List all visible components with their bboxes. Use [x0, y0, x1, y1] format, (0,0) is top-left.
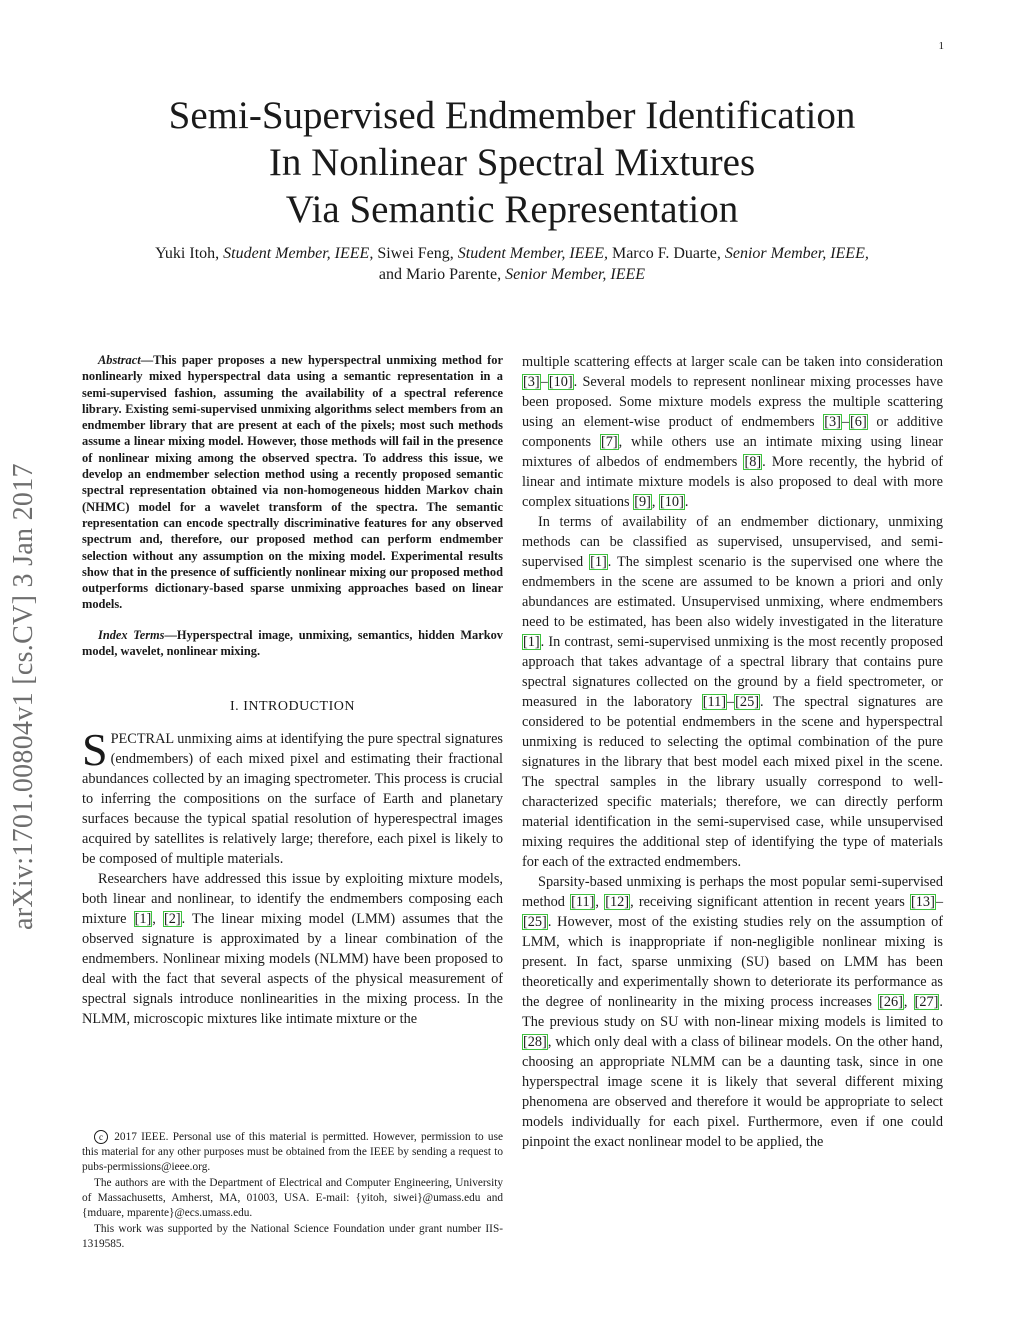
citation-link[interactable]: [9]: [634, 494, 651, 510]
index-terms: [82, 627, 503, 660]
citation-link[interactable]: [6]: [850, 414, 867, 430]
page-number: 1: [938, 40, 944, 52]
author-role: Student Member, IEEE,: [457, 245, 608, 262]
title-line-3: Via Semantic Representation: [285, 188, 739, 231]
citation-link[interactable]: [11]: [571, 894, 595, 910]
citation-link[interactable]: [27]: [914, 994, 939, 1010]
drop-cap: S: [82, 724, 108, 776]
author-name: Marco F. Duarte,: [607, 245, 725, 262]
author-list: [80, 243, 944, 285]
author-name: and Mario Parente,: [378, 266, 506, 283]
citation-link[interactable]: [1]: [523, 634, 540, 650]
citation-link[interactable]: [25]: [735, 694, 759, 710]
arxiv-identifier: arXiv:1701.00804v1 [cs.CV] 3 Jan 2017: [8, 463, 39, 930]
section-heading-introduction: I. INTRODUCTION: [230, 699, 355, 715]
copyright-icon: c: [94, 1130, 108, 1144]
citation-link[interactable]: [12]: [605, 894, 630, 910]
author-name: Yuki Itoh,: [155, 245, 224, 262]
section-cap: I: [243, 699, 249, 715]
abstract-text: —This paper proposes a new hyperspectral unmixing method for nonlinearly mixed hyperspectral data using a semantic representation in a semi-supervised fashion, assuming the availability of a spectral reference library. Existing semi-supervised unmixing algorithms select members from an endmember library that are present at each of the pixels; most such methods assume a linear mixing model. However, those methods will fail in the presence of nonlinear mixing among the observed spectra. To address this issue, we develop an endmember selection method using a recently proposed semantic spectral representation obtained via non-homogeneous hidden Markov chain (NHMC) model for a wavelet transform of the spectra. The semantic representation can encode spectrally discriminative features for any observed spectrum and, therefore, our proposed method can perform endmember selection without any assumption on the mixing model. Experimental results show that in the presence of sufficiently nonlinear mixing our proposed method outperforms dictionary-based sparse unmixing approaches based on linear models.: [82, 353, 503, 612]
citation-link[interactable]: [13]: [911, 894, 935, 910]
footnote-funding: This work was supported by the National Science Foundation under grant number IIS-1319585.: [82, 1223, 503, 1250]
citation-link[interactable]: [25]: [523, 914, 547, 930]
citation-link[interactable]: [1]: [134, 911, 152, 928]
author-line-1: [80, 243, 944, 264]
right-paragraph-1: multiple scattering effects at larger scale can be taken into consideration [3]–[10]. Several models to represent nonlinear mixing processes have been proposed. Some mixture models express the multiple scattering using an element-wise product of endmembers [3]–[6] or additive components [7], while others use an intimate mixing using linear mixtures of albedos of endmembers [8]. More recently, the hybrid of linear and intimate mixture models is also proposed to deal with more complex situations [9], [10].: [522, 354, 944, 510]
citation-link[interactable]: [1]: [590, 554, 607, 570]
author-role: Student Member, IEEE,: [223, 245, 374, 262]
section-rest: NTRODUCTION: [248, 699, 355, 715]
citation-link[interactable]: [8]: [744, 454, 762, 470]
citation-link[interactable]: [3]: [824, 414, 841, 430]
citation-link[interactable]: [10]: [548, 374, 573, 390]
author-name: Siwei Feng,: [373, 245, 458, 262]
index-terms-text: —Hyperspectral image, unmixing, semantics, hidden Markov model, wavelet, nonlinear mixing.: [82, 627, 503, 659]
author-line-2: [80, 264, 944, 285]
author-role: Senior Member, IEEE,: [724, 245, 869, 262]
right-paragraph-3: Sparsity-based unmixing is perhaps the most popular semi-supervised method [11], [12], receiving significant attention in recent years [13]–[25]. However, most of the existing studies rely on the assumption of LMM, which is inappropriate if non-negligible nonlinear mixing is present. In fact, sparse unmixing (SU) based on LMM has been theoretically and experimentally shown to deteriorate its performance as the degree of nonlinearity in the mixing process increases [26], [27]. The previous study on SU with non-linear mixing models is limited to [28], which only deal with a class of bilinear models. On the other hand, choosing an appropriate NLMM can be a daunting task, since in one hyperspectral image scene it is likely that several different mixing phenomena are observed and therefore it would be appropriate to select models individually for each pixel. Furthermore, even if one could pinpoint the exact nonlinear model to be applied, the: [522, 874, 943, 1150]
author-role: Senior Member, IEEE: [505, 266, 646, 283]
abstract: [82, 352, 503, 613]
paper-title: [90, 92, 934, 233]
title-line-2: In Nonlinear Spectral Mixtures: [268, 141, 756, 184]
citation-link[interactable]: [26]: [879, 994, 903, 1010]
title-line-1: Semi-Supervised Endmember Identification: [168, 94, 856, 137]
index-terms-label: Index Terms: [98, 627, 165, 642]
citation-link[interactable]: [2]: [163, 911, 181, 928]
intro-paragraph-2: Researchers have addressed this issue by exploiting mixture models, both linear and nonlinear, to identify the endmembers composing each mixture [1], [2]. The linear mixing model (LMM) assumes that the observed signature is approximated by a linear combination of the endmembers. Nonlinear mixing models (NLMM) have been proposed to deal with the fact that several aspects of the physical measurement of spectral signals introduce nonlinearities in the mixing process. In the NLMM, microscopic mixtures like intimate mixture or the: [82, 871, 503, 1028]
footnote-affiliation: The authors are with the Department of Electrical and Computer Engineering, University of Massachusetts, Amherst, MA, 01003, USA. E-mail: {yitoh, siwei}@umass.edu and {mduare, mparente}@ecs.umass.edu.: [82, 1177, 503, 1219]
left-column: [82, 352, 503, 1029]
citation-link[interactable]: [11]: [702, 694, 726, 710]
right-paragraph-2: In terms of availability of an endmember dictionary, unmixing methods can be classified as supervised, unsupervised, and semi-supervised [1]. The simplest scenario is the supervised one where the endmembers in the scene are assumed to be known a priori and only abundances are estimated. Unsupervised unmixing, where endmembers need to be estimated, has been also widely investigated in the literature [1]. In contrast, semi-supervised unmixing is the most recently proposed approach that takes advantage of a spectral library that contains pure spectral signatures collected on the ground by a field spectrometer, or measured in the laboratory [11]–[25]. The spectral signatures are considered to be potential endmembers in the scene and hyperspectral unmixing is reduced to selecting the optimal combination of the pure signatures in the library that best model each mixed pixel in the scene. The spectral samples in the library usually correspond to well-characterized specific materials; therefore, we can directly perform material identification in the semi-supervised case, while unsupervised mixing requires the additional step of identifying the type of materials for each of the extracted endmembers.: [522, 514, 943, 870]
abstract-label: Abstract: [98, 353, 141, 367]
footnotes: [82, 1130, 503, 1253]
citation-link[interactable]: [7]: [600, 434, 618, 450]
lead-word: PECTRAL: [110, 731, 174, 748]
footnote-copyright: c 2017 IEEE. Personal use of this material is permitted. However, permission to use this material for any other purposes must be obtained from the IEEE by sending a request to pubs-permissions@ieee.org.: [82, 1131, 503, 1173]
citation-link[interactable]: [28]: [523, 1034, 547, 1050]
citation-link[interactable]: [10]: [660, 494, 684, 510]
right-column: [522, 352, 943, 1152]
intro-paragraph-1: SPECTRAL unmixing aims at identifying the pure spectral signatures (endmembers) of each mixed pixel and estimating their fractional abundances collected by an imaging spectrometer. This process is crucial to inferring the compositions on the surface of Earth and planetary surfaces because the typical spatial resolution of hyperespectral images acquired by satellites is relatively large; therefore, each pixel is likely to be composed of multiple materials.: [82, 724, 503, 868]
citation-link[interactable]: [3]: [523, 374, 540, 390]
